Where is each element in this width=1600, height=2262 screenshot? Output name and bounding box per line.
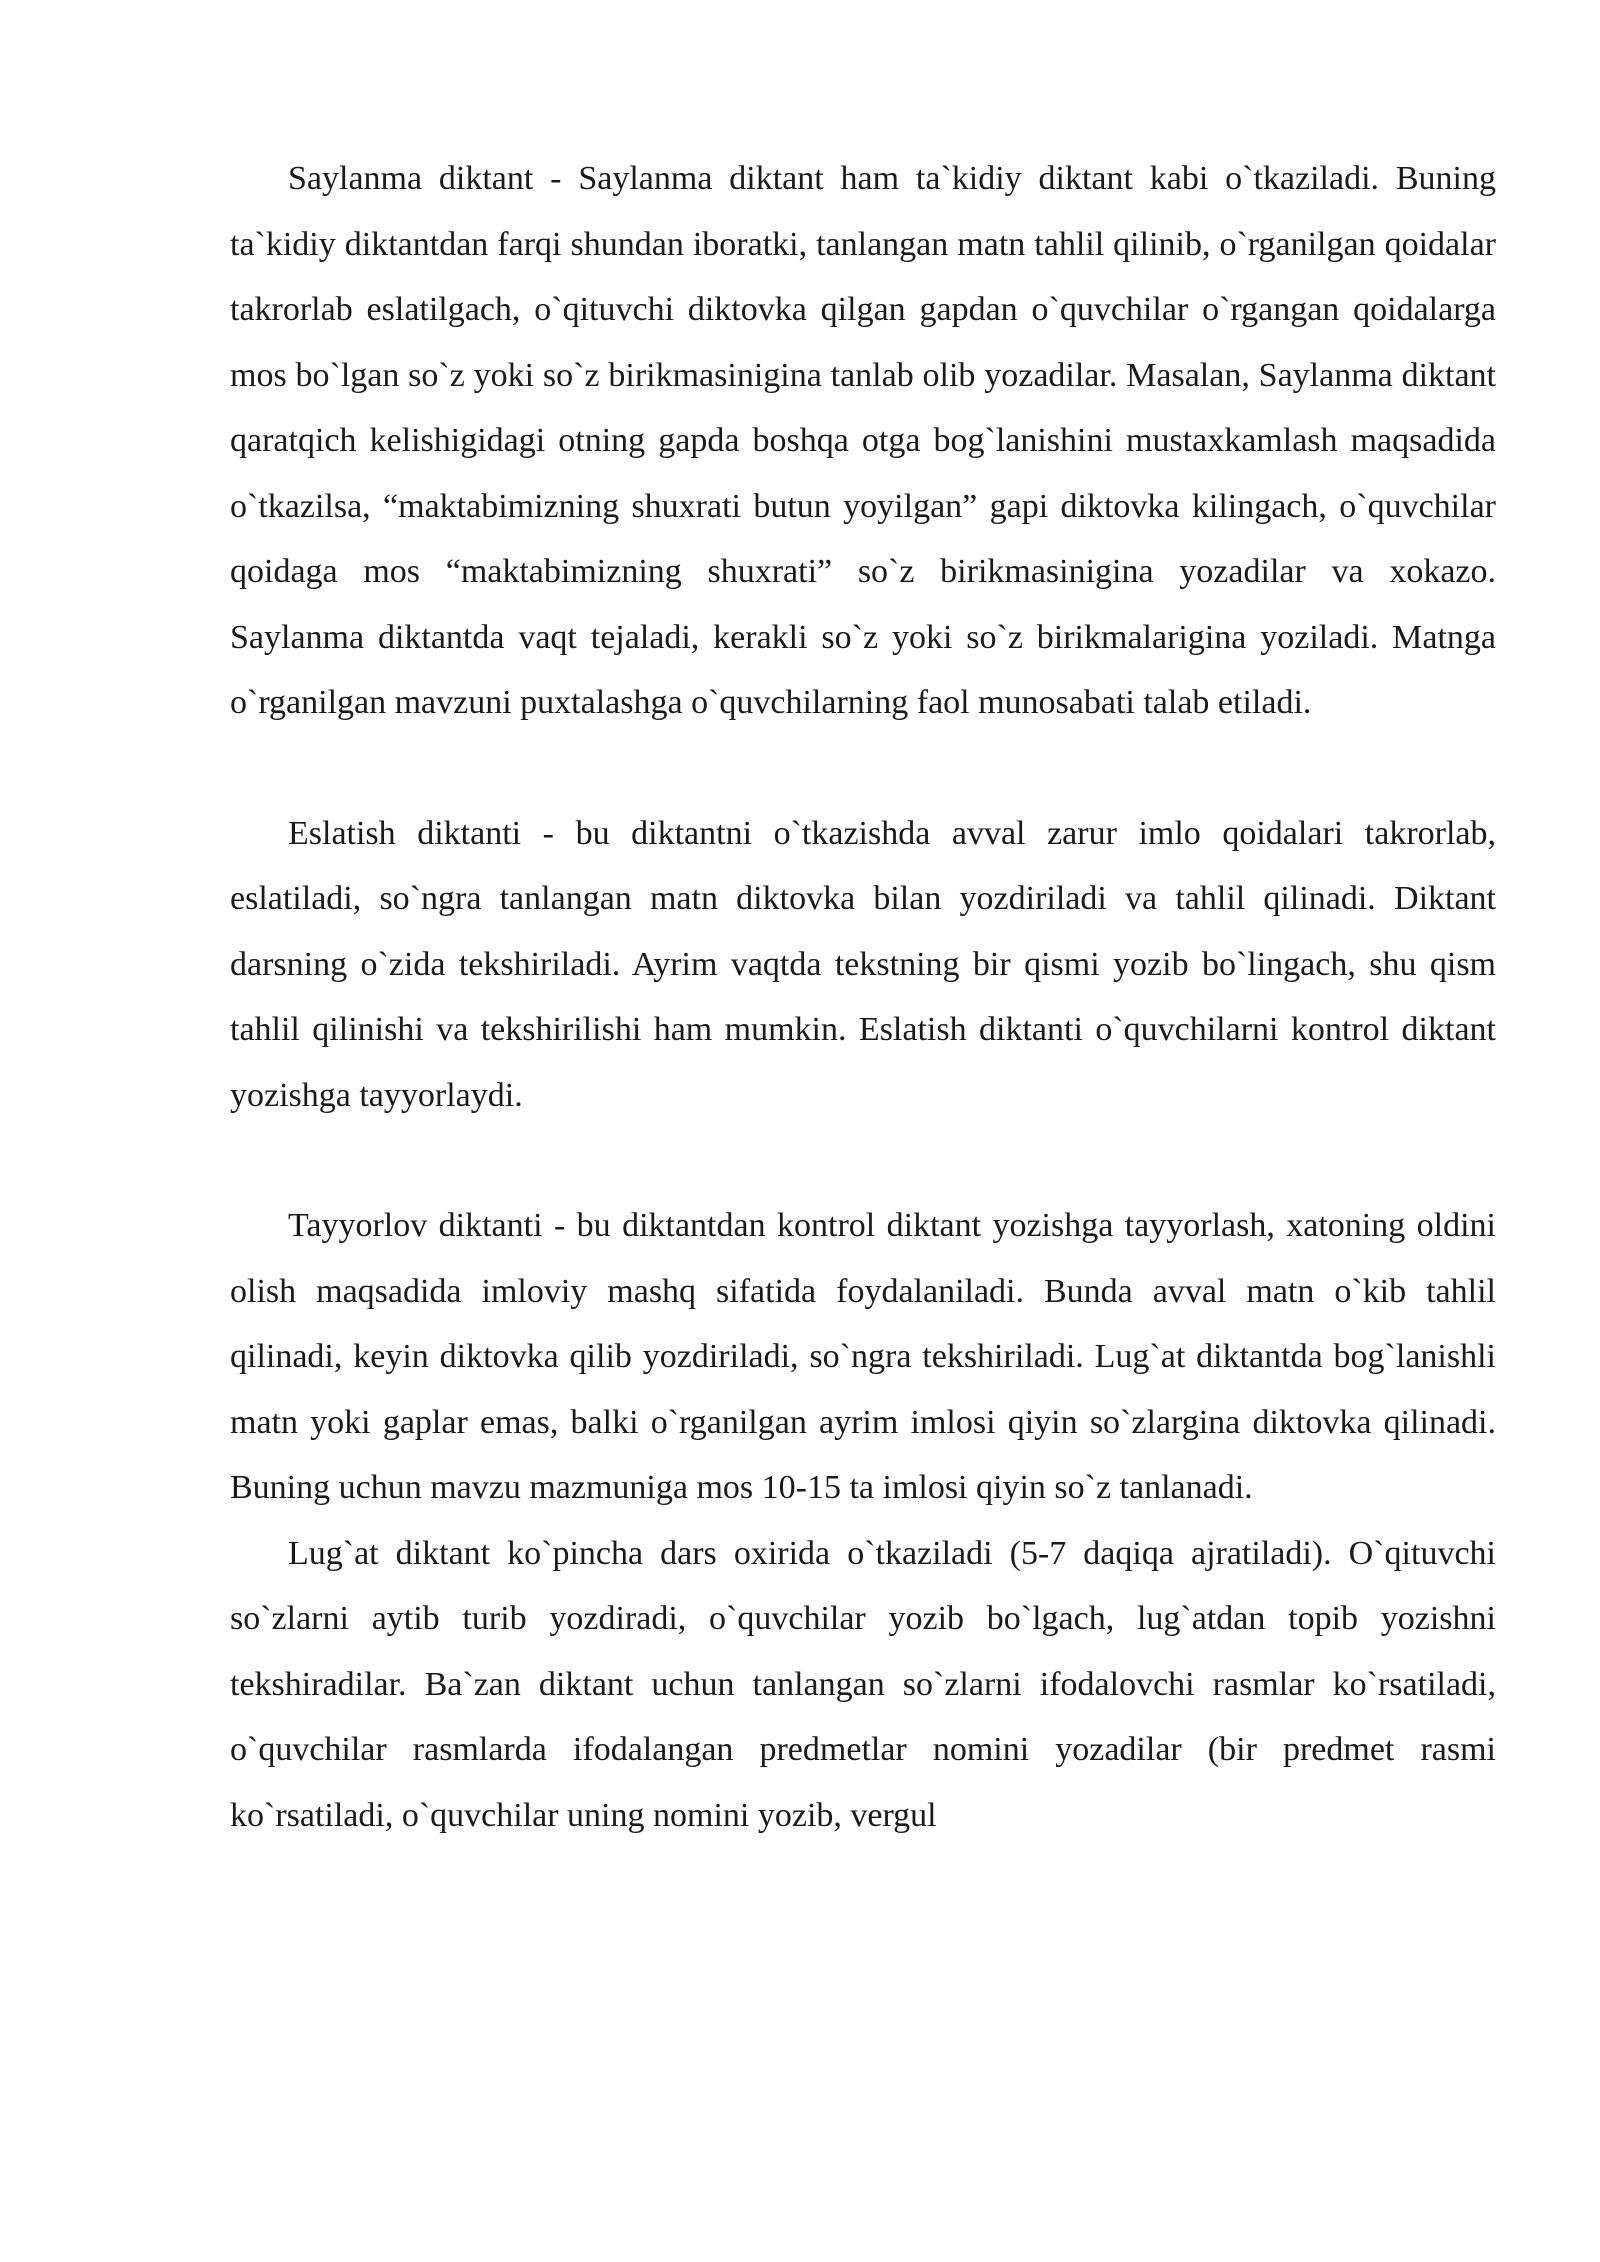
paragraph-eslatish-diktanti: Eslatish diktanti - bu diktantni o`tkazishda avval zarur imlo qoidalari takrorlab, eslatiladi, so`ngra tanlangan matn diktovka bilan yozdiriladi va tahlil qilinadi. Diktant darsning o`zida tekshiriladi. Ayrim vaqtda tekstning bir qismi yozib bo`lingach, shu qism tahlil qilinishi va tekshirilishi ham mumkin. Eslatish diktanti o`quvchilarni kontrol diktant yozishga tayyorlaydi. [230,814,1496,1114]
paragraph-spacer [230,736,1496,801]
paragraph-lugat-diktant: Lug`at diktant ko`pincha dars oxirida o`tkaziladi (5-7 daqiqa ajratiladi). O`qituvchi so`zlarni aytib turib yozdiradi, o`quvchilar yozib bo`lgach, lug`atdan topib yozishni tekshiradilar. Ba`zan diktant uchun tanlangan so`zlarni ifodalovchi rasmlar ko`rsatiladi, o`quvchilar rasmlarda ifodalangan predmetlar nomini yozadilar (bir predmet rasmi ko`rsatiladi, o`quvchilar uning nomini yozib, vergul [230,1534,1496,1834]
paragraph-tayyorlov-diktanti: Tayyorlov diktanti - bu diktantdan kontrol diktant yozishga tayyorlash, xatoning oldini olish maqsadida imloviy mashq sifatida foydalaniladi. Bunda avval matn o`kib tahlil qilinadi, keyin diktovka qilib yozdiriladi, so`ngra tekshiriladi. Lug`at diktantda bog`lanishli matn yoki gaplar emas, balki o`rganilgan ayrim imlosi qiyin so`zlargina diktovka qilinadi. Buning uchun mavzu mazmuniga mos 10-15 ta imlosi qiyin so`z tanlanadi. [230,1207,1496,1506]
paragraph-spacer [230,1128,1496,1193]
document-page [230,146,1496,1848]
paragraph-saylanma-diktant: Saylanma diktant - Saylanma diktant ham ta`kidiy diktant kabi o`tkaziladi. Buning ta`kidiy diktantdan farqi shundan iboratki, tanlangan matn tahlil qilinib, o`rganilgan qoidalar takrorlab eslatilgach, o`qituvchi diktovka qilgan gapdan o`quvchilar o`rgangan qoidalarga mos bo`lgan so`z yoki so`z birikmasinigina tanlab olib yozadilar. Masalan, Saylanma diktant qaratqich kelishigidagi otning gapda boshqa otga bog`lanishini mustaxkamlash maqsadida o`tkazilsa, “maktabimizning shuxrati butun yoyilgan” gapi diktovka kilingach, o`quvchilar qoidaga mos “maktabimizning shuxrati” so`z birikmasinigina yozadilar va xokazo. Saylanma diktantda vaqt tejaladi, kerakli so`z yoki so`z birikmalarigina yoziladi. Matnga o`rganilgan mavzuni puxtalashga o`quvchilarning faol munosabati talab etiladi. [230,160,1496,721]
